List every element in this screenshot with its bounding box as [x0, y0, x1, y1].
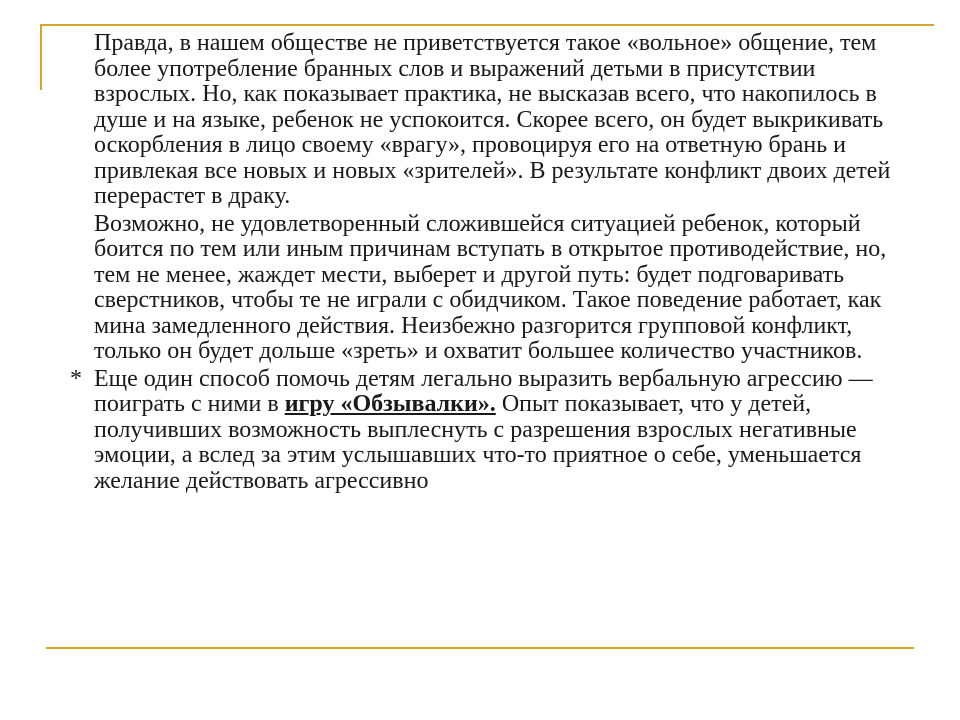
bottom-rule — [46, 647, 914, 649]
top-rule — [40, 24, 934, 26]
paragraph-1-text: Правда, в нашем обществе не приветствуется такое «вольное» общение, тем более употребление бранных слов и выражений детьми в присутствии взрослых. Но, как показывает практика, не высказав всего, что накопилось в душе и на языке, ребенок не успокоится. Скорее всего, он будет выкрикивать оскорбления в лицо своему «врагу», провоцируя его на ответную брань и привлекая все новых и новых «зрителей». В результате конфликт двоих детей перерастет в драку. — [94, 30, 891, 209]
paragraph-3-text-start: Еще один способ помочь детям легально выразить вербальную агрессию — поиграть с ними в — [94, 365, 873, 417]
slide-body — [70, 30, 914, 494]
paragraph-2 — [94, 212, 914, 365]
left-rule — [40, 24, 42, 90]
game-link[interactable]: игру «Обзывалки». — [284, 391, 496, 417]
paragraph-3-text-end: Опыт показывает, что у детей, получивших возможность выплеснуть с разрешения взрослых негативные эмоции, а вслед за этим услышавших что-то приятное о себе, уменьшается желание действовать агрессивно — [94, 391, 862, 494]
paragraph-2-text: Возможно, не удовлетворенный сложившейся ситуацией ребенок, который боится по тем или иным причинам вступать в открытое противодействие, но, тем не менее, жаждет мести, выберет и другой путь: будет подговаривать сверстников, чтобы те не играли с обидчиком. Такое поведение работает, как мина замедленного действия. Неизбежно разгорится групповой конфликт, только он будет дольше «зреть» и охватит большее количество участников. — [94, 210, 887, 364]
paragraph-1 — [94, 31, 914, 210]
bullet-asterisk: * — [70, 365, 82, 392]
paragraph-3 — [70, 365, 914, 495]
